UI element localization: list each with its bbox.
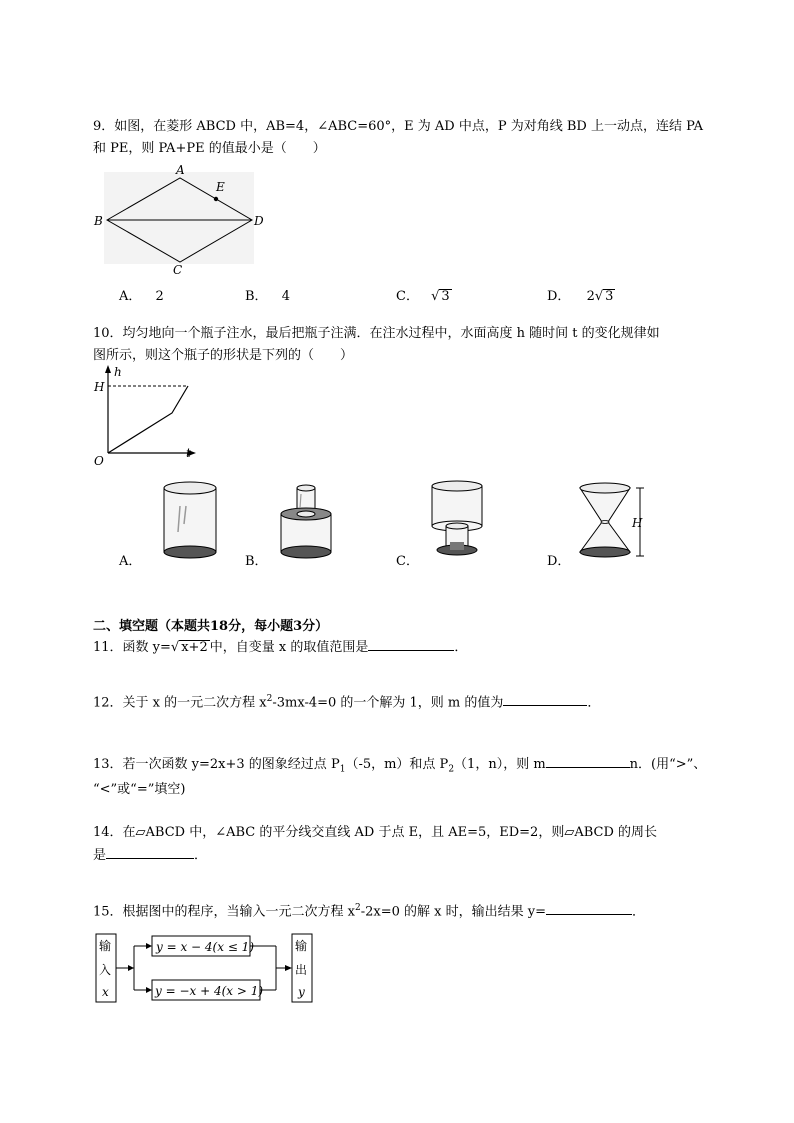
program-flowchart (94, 930, 320, 1006)
q9-line2: 和 PE，则 PA+PE 的值最小是（ ） (93, 141, 326, 156)
label-A: A (176, 163, 185, 177)
q12-answer-blank[interactable] (503, 691, 587, 706)
q9-option-a[interactable]: A． 2 (119, 289, 164, 304)
q10-option-a[interactable]: A． (119, 554, 142, 569)
bottle-c (426, 480, 490, 564)
flow-input-2: 入 (99, 963, 112, 977)
label-O: O (94, 454, 104, 468)
label-E: E (216, 180, 225, 194)
rhombus-figure (92, 162, 272, 280)
q11: 11．函数 y=√ x+2 中，自变量 x 的取值范围是 ． (93, 636, 467, 659)
label-t: t (186, 446, 191, 460)
q10-option-b[interactable]: B． (245, 554, 268, 569)
q15-answer-blank[interactable] (546, 900, 632, 915)
label-h: h (114, 365, 122, 379)
water-graph (90, 365, 202, 469)
label-D: D (254, 214, 264, 228)
flow-output-2: 出 (295, 963, 308, 977)
q11-answer-blank[interactable] (368, 636, 454, 651)
q10-option-c[interactable]: C． (396, 554, 419, 569)
sqrt-3-d: 3 (605, 289, 614, 304)
label-bottle-H: H (632, 516, 643, 530)
sqrt-3: 3 (441, 289, 450, 304)
bottle-b (275, 480, 339, 564)
q9-option-b[interactable]: B． 4 (245, 289, 290, 304)
q9-line1: 9．如图，在菱形 ABCD 中，AB=4，∠ABC=60°，E 为 AD 中点，P 为对角线 BD 上一动点，连结 PA (93, 119, 704, 134)
flow-output-3: y (298, 985, 305, 999)
q12: 12．关于 x 的一元二次方程 $x^2-3mx-4=0$ 的一个解为 1，则 m 的值为 ． (93, 688, 600, 714)
q9-option-c[interactable]: C． √ 3 (396, 289, 450, 304)
q14-line2: 是 ． (93, 844, 207, 867)
q13-answer-blank[interactable] (546, 753, 630, 768)
flow-formula-1: y = x − 4(x ≤ 1) (156, 940, 254, 954)
flow-output-1: 输 (295, 939, 308, 953)
q10-line2: 图所示，则这个瓶子的形状是下列的（ ） (93, 348, 354, 363)
q14-line1: 14．在▱ABCD 中，∠ABC 的平分线交直线 AD 于点 E，且 AE=5，ED=2，则▱ABCD 的周长 (93, 825, 658, 840)
bottle-d (576, 480, 650, 564)
label-C: C (173, 263, 183, 277)
bottle-a (158, 480, 222, 564)
flow-input-1: 输 (99, 939, 112, 953)
section-heading: 二、填空题（本题共18分，每小题3分） (93, 619, 329, 634)
q10-line1: 10．均匀地向一个瓶子注水，最后把瓶子注满．在注水过程中，水面高度 h 随时间 t 的变化规律如 (93, 326, 660, 341)
q15: 15．根据图中的程序，当输入一元二次方程 $x^2-2x=0$ 的解 x 时，输出结果 y= ． (93, 897, 645, 923)
q14-answer-blank[interactable] (106, 844, 194, 859)
q9-option-d[interactable]: D． 2√ 3 (547, 289, 614, 304)
label-H: H (94, 380, 105, 394)
q13-line1: 13．若一次函数 y=2x+3 的图象经过点 $P_1(-5$，m）和点 $P_2(1$，n），则 m n．(用“>”、 (93, 753, 706, 781)
label-B: B (94, 214, 103, 228)
flow-input-3: x (102, 985, 109, 999)
flow-formula-2: y = −x + 4(x > 1) (155, 984, 264, 998)
sqrt-x-plus-2: x+2 (181, 640, 208, 655)
q13-line2: “<”或“=”填空) (93, 782, 186, 797)
q10-option-d[interactable]: D． (547, 554, 571, 569)
